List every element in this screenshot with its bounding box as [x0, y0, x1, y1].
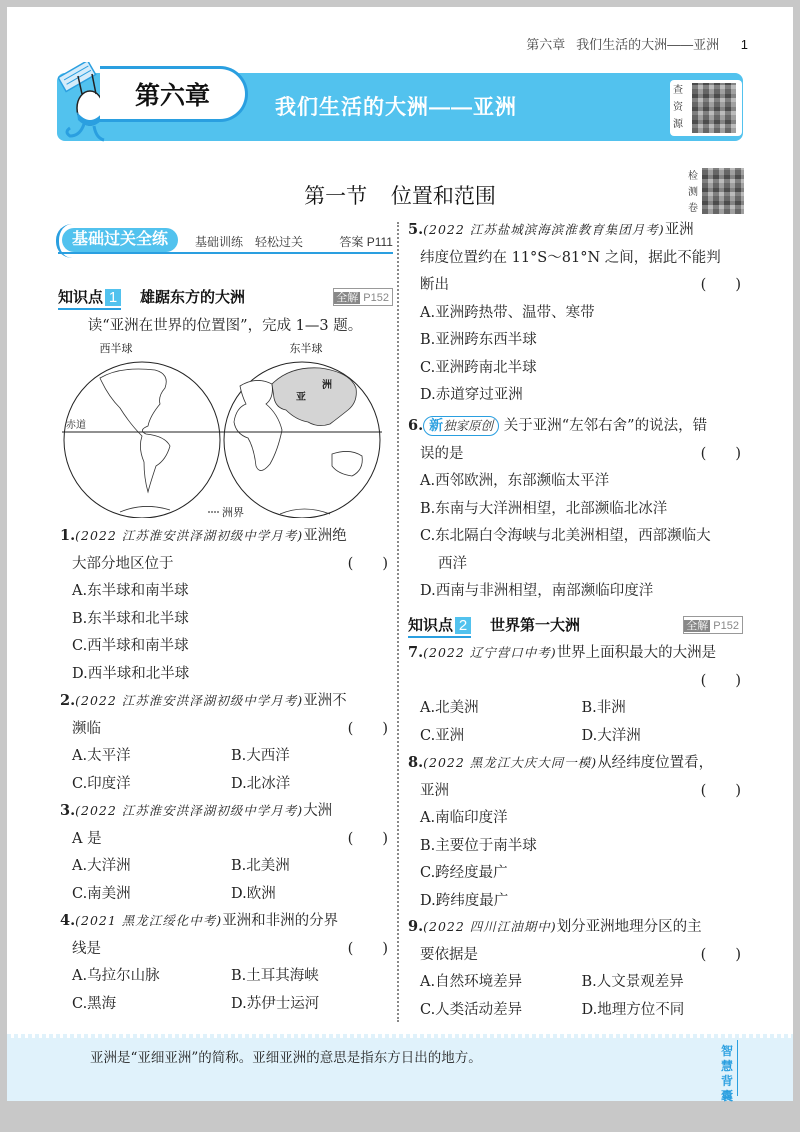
text-segment: (2022 辽宁营口中考) [423, 645, 557, 660]
answer-reference: 答案 P111 [339, 235, 393, 249]
option[interactable]: C.南美洲 [72, 885, 131, 902]
option[interactable]: B.非洲 [581, 700, 626, 716]
text-segment: 亚洲 [664, 222, 694, 238]
text-segment: 关于亚洲“左邻右舍”的说法，错 [503, 418, 708, 434]
option[interactable]: A.东半球和南半球 [72, 583, 189, 599]
question-7 [408, 639, 743, 750]
option[interactable]: C.人类活动差异 [420, 1001, 523, 1018]
option[interactable]: C.东北隔白令海峡与北美洲相望，西部濒临大 [420, 528, 711, 544]
qr-test-label [688, 169, 700, 217]
option[interactable]: D.赤道穿过亚洲 [420, 387, 523, 403]
text-segment: 全解 [336, 292, 359, 304]
section-number: 第一节 [304, 185, 368, 208]
text-segment: 大洲 [303, 803, 333, 819]
text-segment: 4. [60, 912, 76, 929]
kp-reference [683, 616, 743, 634]
text-segment: 知识点 [408, 617, 454, 634]
question-2 [60, 687, 390, 798]
text-segment: 1. [60, 527, 76, 544]
text-segment: 亚洲 [420, 782, 449, 799]
answer-blank[interactable]: ( ) [347, 830, 388, 847]
option[interactable]: D.西南与非洲相望，南部濒临印度洋 [420, 583, 654, 599]
option[interactable]: D.欧洲 [231, 885, 276, 902]
text-segment: 亚洲绝 [303, 528, 347, 544]
text-segment: (2022 江苏盐城滨海滨淮教育集团月考) [423, 222, 665, 237]
answer-blank[interactable]: ( ) [700, 672, 741, 689]
text-segment: 知识点 [58, 289, 104, 306]
text-segment: 要依据是 [420, 946, 478, 963]
map-east-label: 东半球 [289, 342, 323, 355]
option[interactable]: D.大洋洲 [581, 727, 641, 744]
option[interactable]: A.北美洲 [420, 700, 479, 716]
practice-subtitle: 基础训练 轻松过关 [195, 235, 304, 249]
text-segment: 7. [408, 644, 424, 661]
text-segment: 濒临 [72, 720, 101, 737]
kp-title: 世界第一大洲 [490, 617, 581, 634]
option[interactable]: B.土耳其海峡 [231, 968, 319, 984]
footer-tip: 亚洲是“亚细亚洲”的简称。亚细亚洲的意思是指东方日出的地方。 [90, 1050, 482, 1066]
option[interactable]: A.太平洋 [72, 748, 131, 764]
answer-blank[interactable]: ( ) [700, 445, 741, 462]
option[interactable]: C.印度洋 [72, 775, 131, 792]
option[interactable]: B.东南与大洋洲相望，北部濒临北冰洋 [420, 500, 668, 517]
text-segment: P152 [713, 620, 739, 632]
text-segment: 纬度位置约在 11°S～81°N 之间，据此不能判 [420, 249, 721, 266]
text-segment: 新 [429, 418, 444, 434]
kp-title: 雄踞东方的大洲 [140, 289, 246, 306]
option[interactable]: C.西半球和南半球 [72, 638, 189, 654]
answer-blank[interactable]: ( ) [347, 720, 388, 737]
option[interactable]: C.跨经度最广 [420, 865, 508, 881]
option[interactable]: A.自然环境差异 [420, 974, 523, 990]
option[interactable]: B.亚洲跨东西半球 [420, 332, 537, 348]
option[interactable]: C.亚洲跨南北半球 [420, 359, 537, 376]
footer-tag: 智慧背囊 [721, 1044, 734, 1103]
answer-blank[interactable]: ( ) [700, 946, 741, 963]
qr-code-icon[interactable] [702, 168, 744, 214]
page-number: 1 [740, 37, 748, 52]
option[interactable]: D.地理方位不同 [581, 1001, 685, 1018]
practice-header [58, 228, 393, 254]
question-1 [60, 522, 390, 688]
world-map [60, 338, 390, 518]
option[interactable]: D.北冰洋 [231, 775, 291, 792]
qr-code-icon[interactable] [692, 83, 736, 133]
text-segment: 3. [60, 802, 76, 819]
map-intro: 读“亚洲在世界的位置图”，完成 1—3 题。 [87, 318, 363, 334]
kp-number: 2 [455, 617, 471, 634]
kp-label [58, 286, 121, 310]
answer-blank[interactable]: ( ) [347, 940, 388, 957]
text-segment: (2022 江苏淮安洪泽湖初级中学月考) [75, 803, 304, 818]
qr-label-char: 查 [673, 85, 683, 96]
column-divider [397, 222, 399, 1022]
text-segment: A 是 [72, 830, 102, 847]
equator-label: 赤道 [66, 420, 86, 431]
text-segment: 从经纬度位置看， [597, 755, 714, 771]
kp-number: 1 [105, 289, 121, 306]
asia-label-1: 亚 [296, 392, 306, 403]
qr-label-char: 检 [688, 171, 698, 182]
option[interactable]: A.大洋洲 [72, 858, 131, 874]
running-head [526, 34, 748, 53]
option[interactable]: D.跨纬度最广 [420, 892, 509, 909]
answer-blank[interactable]: ( ) [347, 555, 388, 572]
qr-label-char: 卷 [688, 203, 698, 214]
text-segment: 9. [408, 918, 424, 935]
text-segment: 全解 [686, 620, 709, 632]
original-badge [423, 416, 499, 436]
option[interactable]: A.西邻欧洲，东部濒临太平洋 [420, 473, 610, 489]
question-9 [408, 913, 743, 1024]
text-segment: (2022 四川江油期中) [423, 919, 557, 934]
option[interactable]: B.主要位于南半球 [420, 837, 537, 854]
option[interactable]: A.南临印度洋 [420, 810, 508, 826]
option[interactable]: B.北美洲 [231, 858, 290, 874]
map-west-label: 西半球 [99, 342, 133, 355]
qr-resource-label [673, 82, 685, 133]
option[interactable]: A.乌拉尔山脉 [72, 968, 160, 984]
option[interactable]: C.黑海 [72, 995, 117, 1012]
text-segment: 大部分地区位于 [72, 555, 174, 572]
chapter-title: 我们生活的大洲——亚洲 [275, 96, 517, 119]
question-8 [408, 749, 743, 915]
text-segment: 独家原创 [443, 418, 494, 433]
qr-label-char: 资 [673, 102, 683, 113]
qr-label-char: 测 [688, 187, 698, 198]
footer-tag-line [737, 1040, 738, 1096]
question-5 [408, 216, 743, 410]
section-name: 位置和范围 [390, 185, 496, 208]
question-4 [60, 907, 390, 1018]
text-segment: (2022 黑龙江大庆大同一模) [423, 755, 598, 770]
text-segment: (2022 江苏淮安洪泽湖初级中学月考) [75, 693, 304, 708]
option[interactable]: B.东半球和北半球 [72, 610, 189, 627]
text-segment: 断出 [420, 277, 449, 293]
question-6 [408, 412, 743, 606]
text-segment: (2022 江苏淮安洪泽湖初级中学月考) [75, 528, 304, 543]
text-segment: 8. [408, 754, 424, 771]
question-3 [60, 797, 390, 908]
option[interactable]: C.亚洲 [420, 727, 465, 744]
text-segment: 2. [60, 692, 76, 709]
chapter-label: 第六章 [100, 66, 248, 122]
kp-reference [333, 288, 393, 306]
text-segment: 亚洲和非洲的分界 [222, 913, 339, 929]
running-head-chapter: 第六章 [526, 37, 566, 52]
text-segment: 5. [408, 221, 424, 238]
option-continued: 西洋 [438, 555, 467, 572]
knowledge-point-1 [58, 286, 393, 308]
answer-blank[interactable]: ( ) [700, 782, 741, 799]
qr-label-char: 源 [673, 119, 683, 130]
option[interactable]: B.人文景观差异 [581, 974, 684, 990]
asia-label-2: 洲 [322, 380, 332, 391]
running-head-title: 我们生活的大洲——亚洲 [576, 37, 720, 52]
text-segment: 世界上面积最大的大洲是 [556, 645, 717, 661]
option[interactable]: D.西半球和北半球 [72, 665, 190, 682]
answer-blank[interactable]: ( ) [700, 277, 741, 293]
text-segment: 误的是 [420, 445, 464, 462]
option[interactable]: A.亚洲跨热带、温带、寒带 [420, 304, 595, 321]
kp-label [408, 614, 471, 638]
text-segment: 划分亚洲地理分区的主 [556, 919, 702, 935]
text-segment: (2021 黑龙江绥化中考) [75, 913, 223, 928]
text-segment: 亚洲不 [303, 693, 347, 709]
text-segment: P152 [363, 292, 389, 304]
text-segment: 线是 [72, 940, 101, 957]
map-legend: 洲界 [222, 506, 244, 518]
option[interactable]: B.大西洋 [231, 748, 290, 764]
option[interactable]: D.苏伊士运河 [231, 995, 320, 1012]
knowledge-point-2 [408, 614, 743, 636]
practice-pill: 基础过关全练 [62, 228, 178, 252]
section-title [0, 180, 800, 210]
text-segment: 6. [408, 417, 424, 434]
